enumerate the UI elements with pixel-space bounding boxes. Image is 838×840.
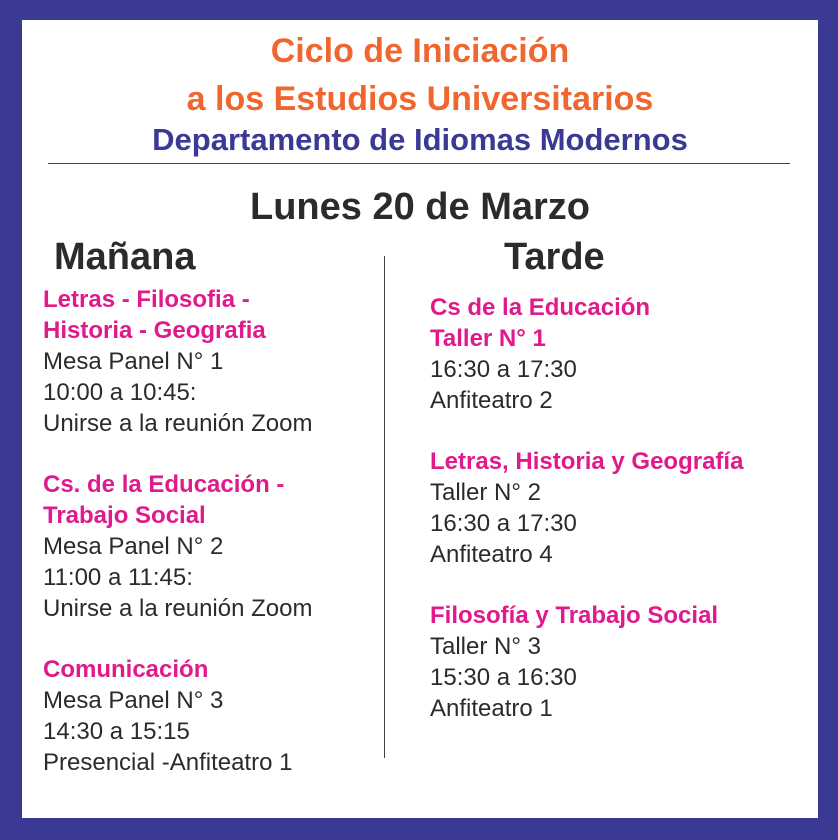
session-panel: Mesa Panel N° 3	[43, 687, 224, 714]
title-line-2: a los Estudios Universitarios	[186, 80, 654, 118]
department-title: Departamento de Idiomas Modernos	[152, 122, 688, 157]
session-category: Filosofía y Trabajo Social	[430, 602, 719, 629]
session-location: Anfiteatro 1	[430, 695, 553, 722]
session-block	[430, 446, 800, 570]
session-time: 10:00 a 10:45:	[43, 379, 197, 406]
session-workshop: Taller N° 3	[430, 633, 541, 660]
session-category: Historia - Geografia	[43, 317, 266, 344]
session-location: Anfiteatro 4	[430, 541, 553, 568]
title-line-1: Ciclo de Iniciación	[270, 32, 570, 70]
session-category: Cs de la Educación	[430, 294, 651, 321]
session-block	[430, 600, 800, 724]
session-time: 16:30 a 17:30	[430, 356, 577, 383]
session-category: Letras, Historia y Geografía	[430, 448, 744, 475]
session-workshop: Taller N° 2	[430, 479, 541, 506]
zoom-link[interactable]: Unirse a la reunión Zoom	[43, 595, 313, 622]
session-panel: Mesa Panel N° 1	[43, 348, 224, 375]
afternoon-column	[430, 292, 800, 754]
session-category: Cs. de la Educación -	[43, 471, 285, 498]
session-panel: Mesa Panel N° 2	[43, 533, 224, 560]
morning-heading: Mañana	[54, 236, 196, 278]
morning-column	[43, 284, 378, 808]
schedule-card	[22, 20, 818, 818]
session-block	[43, 284, 378, 439]
divider	[48, 163, 790, 164]
session-time: 11:00 a 11:45:	[43, 564, 193, 591]
event-date: Lunes 20 de Marzo	[250, 186, 590, 228]
zoom-link[interactable]: Unirse a la reunión Zoom	[43, 410, 313, 437]
session-location: Anfiteatro 2	[430, 387, 553, 414]
session-block	[430, 292, 800, 416]
session-category: Letras - Filosofia -	[43, 286, 250, 313]
session-category: Trabajo Social	[43, 502, 206, 529]
session-time: 16:30 a 17:30	[430, 510, 577, 537]
session-location: Presencial -Anfiteatro 1	[43, 749, 293, 776]
afternoon-heading: Tarde	[504, 236, 605, 278]
column-divider	[384, 256, 385, 758]
session-time: 14:30 a 15:15	[43, 718, 190, 745]
session-block	[43, 654, 378, 778]
session-category: Taller N° 1	[430, 325, 546, 352]
session-block	[43, 469, 378, 624]
session-time: 15:30 a 16:30	[430, 664, 577, 691]
session-category: Comunicación	[43, 656, 209, 683]
